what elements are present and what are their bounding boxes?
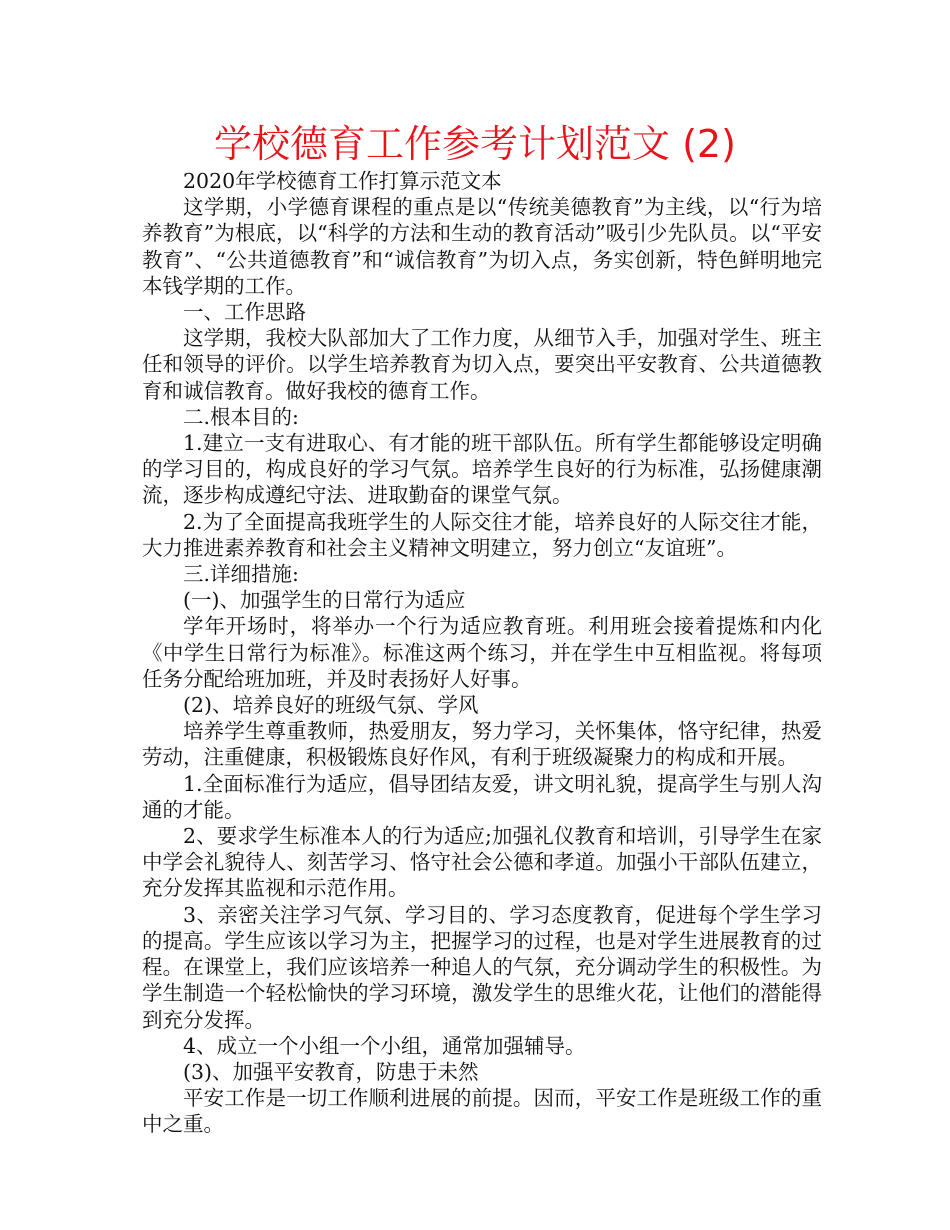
measure-3-paragraph: 平安工作是一切工作顺利进展的前提。因而，平安工作是班级工作的重中之重。 xyxy=(142,1086,822,1137)
document-body xyxy=(142,168,822,1138)
measure-2-item-3: 3、亲密关注学习气氛、学习目的、学习态度教育，促进每个学生学习的提高。学生应该以学习为主，把握学习的过程，也是对学生进展教育的过程。在课堂上，我们应该培养一种追人的气氛，充分调动学生的积极性。为学生制造一个轻松愉快的学习环境，激发学生的思维火花，让他们的潜能得到充分发挥。 xyxy=(142,902,822,1032)
work-ideas-paragraph: 这学期，我校大队部加大了工作力度，从细节入手，加强对学生、班主任和领导的评价。以学生培养教育为切入点，要突出平安教育、公共道德教育和诚信教育。做好我校的德育工作。 xyxy=(142,326,822,403)
measure-heading-1: (一)、加强学生的日常行为适应 xyxy=(183,588,466,613)
measure-heading-2: (2)、培养良好的班级气氛、学风 xyxy=(183,693,479,718)
section-heading-work-ideas: 一、工作思路 xyxy=(183,300,306,325)
measure-2-item-2: 2、要求学生标准本人的行为适应;加强礼仪教育和培训，引导学生在家中学会礼貌待人、刻苦学习、恪守社会公德和孝道。加强小干部队伍建立，充分发挥其监视和示范作用。 xyxy=(142,824,822,901)
subtitle-paragraph: 2020年学校德育工作打算示范文本 xyxy=(183,169,502,193)
measure-1-paragraph: 学年开场时，将举办一个行为适应教育班。利用班会接着提炼和内化《中学生日常行为标准》。标准这两个练习，并在学生中互相监视。将每项任务分配给班加班，并及时表扬好人好事。 xyxy=(142,614,822,691)
document-title: 学校德育工作参考计划范文 (2) xyxy=(214,122,736,166)
goal-item-1: 1.建立一支有进取心、有才能的班干部队伍。所有学生都能够设定明确的学习目的，构成良好的学习气氛。培养学生良好的行为标准，弘扬健康潮流，逐步构成遵纪守法、进取勤奋的课堂气氛。 xyxy=(142,431,822,508)
intro-paragraph: 这学期，小学德育课程的重点是以“传统美德教育”为主线，以“行为培养教育”为根底，以“科学的方法和生动的教育活动”吸引少先队员。以“平安教育”、“公共道德教育”和“诚信教育”为切入点，务实创新，特色鲜明地完本钱学期的工作。 xyxy=(142,195,822,298)
measure-2-item-1: 1.全面标准行为适应，倡导团结友爱，讲文明礼貌，提高学生与别人沟通的才能。 xyxy=(142,771,822,822)
measure-2-paragraph: 培养学生尊重教师，热爱朋友，努力学习，关怀集体，恪守纪律，热爱劳动，注重健康，积极锻炼良好作风，有利于班级凝聚力的构成和开展。 xyxy=(142,719,822,770)
goal-item-2: 2.为了全面提高我班学生的人际交往才能，培养良好的人际交往才能，大力推进素养教育和社会主义精神文明建立，努力创立“友谊班”。 xyxy=(142,509,822,560)
section-heading-goals: 二.根本目的: xyxy=(183,404,299,429)
measure-heading-3: (3)、加强平安教育，防患于未然 xyxy=(183,1059,479,1084)
measure-2-item-4: 4、成立一个小组一个小组，通常加强辅导。 xyxy=(183,1033,586,1058)
section-heading-measures: 三.详细措施: xyxy=(183,562,299,587)
